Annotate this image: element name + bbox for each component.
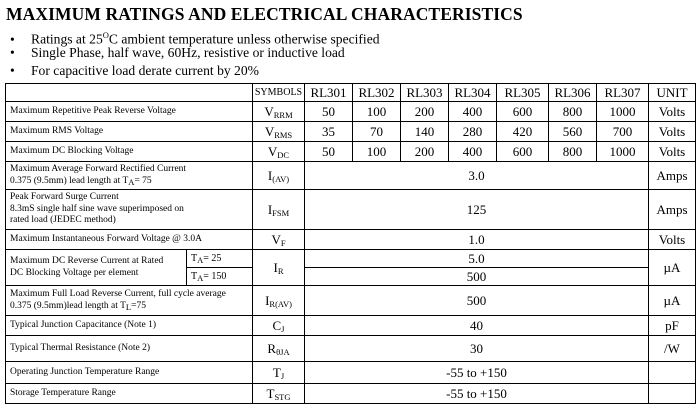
condition-cell: $T_A= 25$ (187, 250, 253, 268)
value-cell: 600 (497, 102, 549, 122)
header-part: RL301 (305, 84, 353, 102)
value-cell: 1000 (597, 142, 649, 162)
param-label: Maximum Average Forward Rectified Current 0.375 (9.5mm) lead length at $T_A= 75$ (6, 162, 253, 190)
table-row (6, 384, 696, 404)
table-row (6, 230, 696, 250)
note-text: For capacitive load derate current by 20% (31, 63, 259, 78)
symbol-cell: $V_{RMS}$ (253, 122, 305, 142)
symbol-cell: $I_{R(AV)}$ (253, 286, 305, 316)
unit-cell: µA (649, 286, 696, 316)
param-label: Maximum RMS Voltage (6, 122, 253, 142)
note-temperature (4, 26, 380, 47)
table-row (6, 336, 696, 362)
value-cell: 800 (549, 142, 597, 162)
unit-cell: /W (649, 336, 696, 362)
bullet-icon: • (10, 45, 15, 60)
value-cell: 400 (449, 142, 497, 162)
value-cell: 280 (449, 122, 497, 142)
unit-cell: Amps (649, 162, 696, 190)
table-row (6, 362, 696, 384)
unit-cell: Volts (649, 142, 696, 162)
note-text: Single Phase, half wave, 60Hz, resistive or inductive load (31, 45, 345, 60)
symbol-cell: $V_F$ (253, 230, 305, 250)
table-row (6, 102, 696, 122)
param-label: Typical Junction Capacitance (Note 1) (6, 316, 253, 336)
value-cell: 420 (497, 122, 549, 142)
value-cell: 500 (305, 268, 649, 286)
bullet-icon: • (10, 63, 15, 78)
symbol-cell: $V_{RRM}$ (253, 102, 305, 122)
param-label: Storage Temperature Range (6, 384, 253, 404)
note-superscript: O (102, 30, 109, 40)
value-cell: 50 (305, 142, 353, 162)
value-cell: 200 (401, 102, 449, 122)
page-title: MAXIMUM RATINGS AND ELECTRICAL CHARACTERISTICS (6, 4, 523, 24)
condition-cell: $T_A= 150$ (187, 268, 253, 286)
unit-cell: pF (649, 316, 696, 336)
value-cell: 700 (597, 122, 649, 142)
value-cell: 100 (353, 102, 401, 122)
symbol-cell: $I_{FSM}$ (253, 190, 305, 230)
value-cell: 5.0 (305, 250, 649, 268)
param-label: Maximum Instantaneous Forward Voltage @ 3.0A (6, 230, 253, 250)
value-cell: 30 (305, 336, 649, 362)
unit-cell: Amps (649, 190, 696, 230)
value-cell: 100 (353, 142, 401, 162)
table-row (6, 162, 696, 190)
symbol-cell: $V_{DC}$ (253, 142, 305, 162)
value-cell: 560 (549, 122, 597, 142)
symbol-cell: $I_R$ (253, 250, 305, 286)
table-row (6, 316, 696, 336)
note-text: C ambient temperature unless otherwise specified (108, 31, 380, 47)
header-blank-cell (6, 84, 253, 102)
param-label: Typical Thermal Resistance (Note 2) (6, 336, 253, 362)
table-row (6, 286, 696, 316)
value-cell: -55 to +150 (305, 362, 649, 384)
value-cell: -55 to +150 (305, 384, 649, 404)
value-cell: 140 (401, 122, 449, 142)
note-derate (4, 62, 380, 80)
table-row (6, 142, 696, 162)
rating-notes (4, 26, 380, 80)
value-cell: 50 (305, 102, 353, 122)
bullet-icon: • (10, 31, 15, 47)
unit-cell: Volts (649, 230, 696, 250)
symbol-cell: $T_J$ (253, 362, 305, 384)
param-label: Maximum Full Load Reverse Current, full cycle average 0.375 (9.5mm)lead length at $T_L=75$ (6, 286, 253, 316)
table-row (6, 190, 696, 230)
note-load (4, 44, 380, 62)
value-cell: 3.0 (305, 162, 649, 190)
unit-cell: Volts (649, 102, 696, 122)
header-part: RL303 (401, 84, 449, 102)
value-cell: 500 (305, 286, 649, 316)
param-label: Maximum Repetitive Peak Reverse Voltage (6, 102, 253, 122)
value-cell: 70 (353, 122, 401, 142)
symbol-cell: $T_{STG}$ (253, 384, 305, 404)
value-cell: 35 (305, 122, 353, 142)
unit-cell: µA (649, 250, 696, 286)
header-part: RL307 (597, 84, 649, 102)
symbol-cell: $I_{(AV)}$ (253, 162, 305, 190)
table-row (6, 250, 696, 268)
unit-cell (649, 362, 696, 384)
value-cell: 40 (305, 316, 649, 336)
header-row (6, 84, 696, 102)
param-label: Operating Junction Temperature Range (6, 362, 253, 384)
header-part: RL302 (353, 84, 401, 102)
value-cell: 1.0 (305, 230, 649, 250)
unit-cell (649, 384, 696, 404)
header-symbols: SYMBOLS (253, 84, 305, 102)
param-label: Maximum DC Reverse Current at Rated DC Blocking Voltage per element (6, 250, 187, 286)
param-label: Maximum DC Blocking Voltage (6, 142, 253, 162)
ratings-table (5, 83, 696, 404)
value-cell: 1000 (597, 102, 649, 122)
param-label: Peak Forward Surge Current 8.3mS single half sine wave superimposed on rated load (JEDEC method) (6, 190, 253, 230)
unit-cell: Volts (649, 122, 696, 142)
note-text: Ratings at 25 (31, 31, 103, 47)
table-row (6, 122, 696, 142)
header-part: RL306 (549, 84, 597, 102)
value-cell: 200 (401, 142, 449, 162)
symbol-cell: $C_J$ (253, 316, 305, 336)
symbol-cell: $R_{\theta JA}$ (253, 336, 305, 362)
value-cell: 600 (497, 142, 549, 162)
header-unit: UNIT (649, 84, 696, 102)
header-part: RL304 (449, 84, 497, 102)
value-cell: 800 (549, 102, 597, 122)
value-cell: 400 (449, 102, 497, 122)
value-cell: 125 (305, 190, 649, 230)
header-part: RL305 (497, 84, 549, 102)
